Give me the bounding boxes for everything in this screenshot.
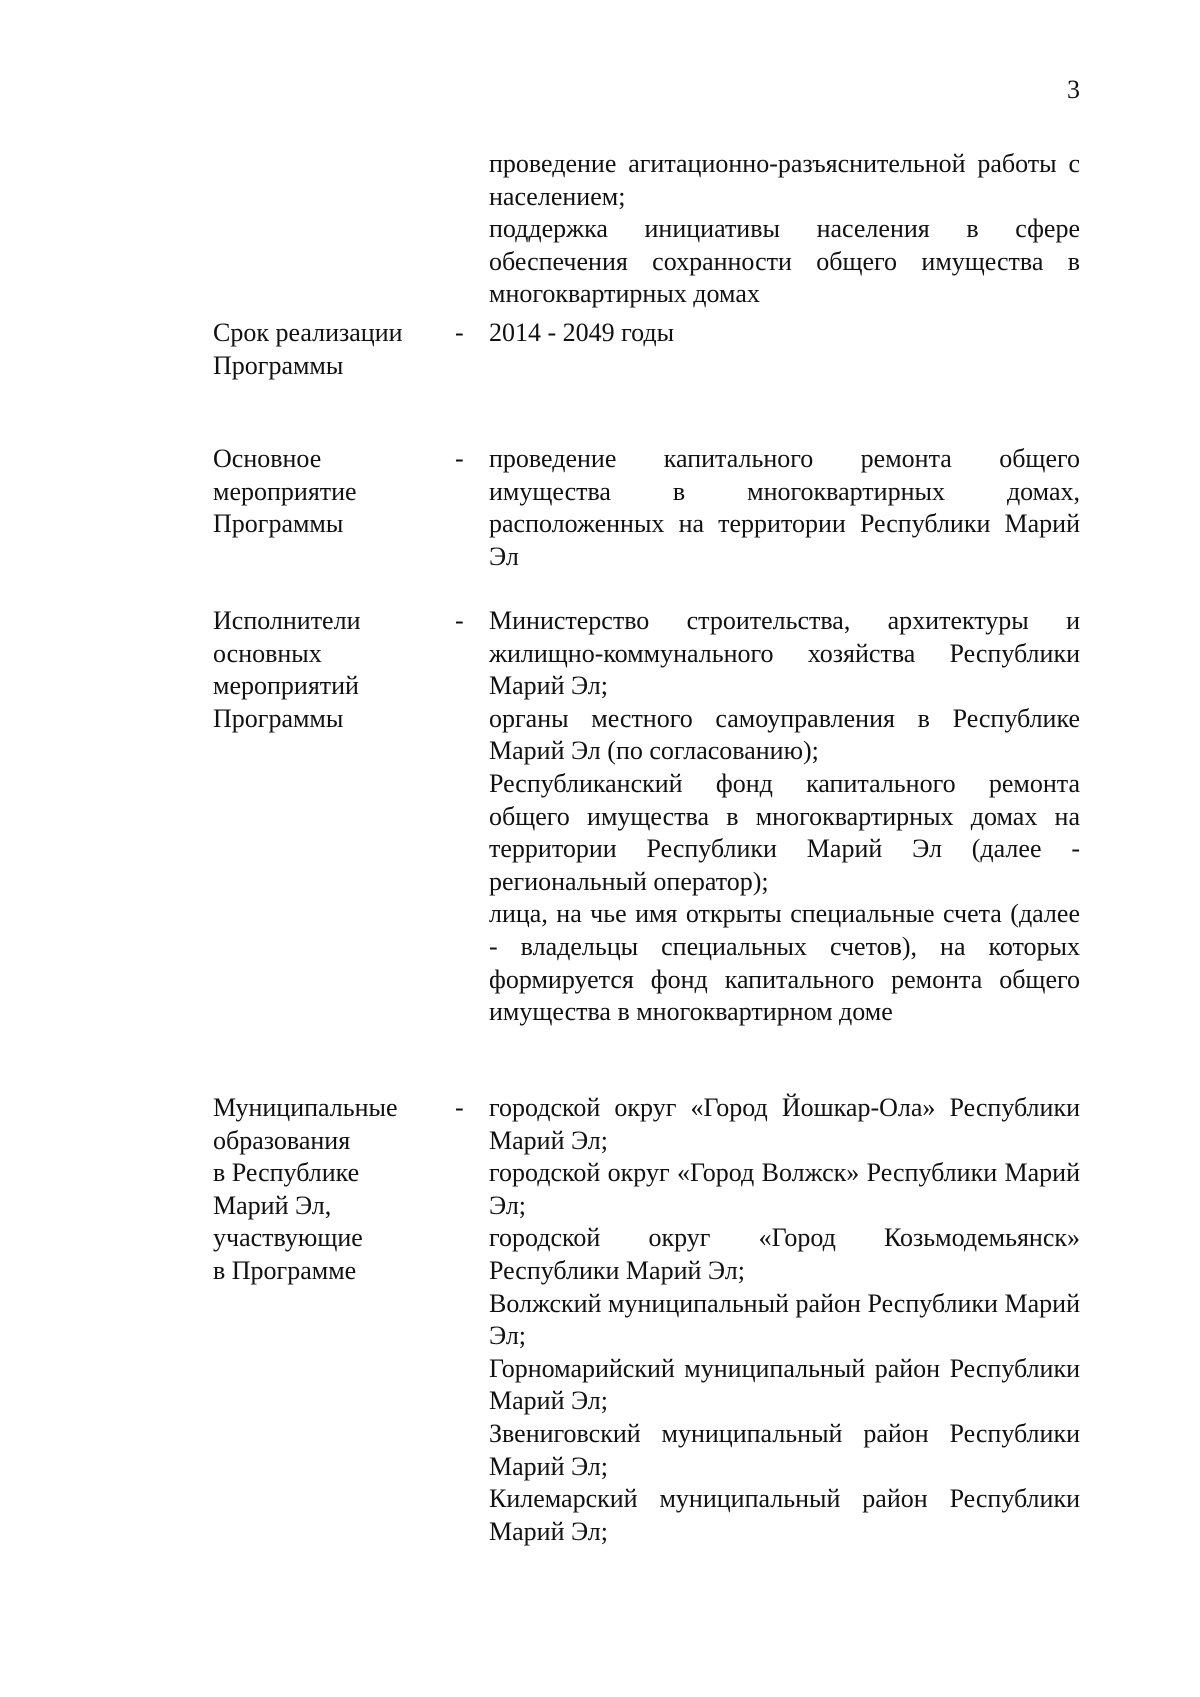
intro-block [489, 148, 1080, 311]
content-paragraph: органы местного самоуправления в Республике Марий Эл (по согласованию); [489, 703, 1080, 766]
label-line: в Республике [213, 1158, 360, 1188]
row-label [213, 317, 453, 382]
intro-paragraph: поддержка инициативы населения в сфере обеспечения сохранности общего имущества в многоквартирных домах [489, 214, 1080, 309]
label-line: основных [213, 638, 322, 668]
row-dash: - [455, 318, 464, 347]
row-content [489, 317, 1080, 350]
row-dash: - [455, 444, 464, 473]
content-paragraph: городской округ «Город Козьмодемьянск» Республики Марий Эл; [489, 1223, 1080, 1285]
page-number: 3 [1067, 75, 1080, 104]
row-dash: - [455, 1093, 464, 1122]
row-content [489, 605, 1080, 1029]
label-line: Срок реализации [213, 318, 403, 347]
label-line: Программы [213, 509, 344, 539]
row-label [213, 605, 453, 735]
label-line: Муниципальные [213, 1093, 398, 1122]
label-line: Исполнители [213, 606, 361, 635]
label-line: Основное [213, 444, 322, 473]
row-label [213, 1092, 453, 1288]
content-paragraph: Министерство строительства, архитектуры и жилищно-коммунального хозяйства Республики Марий Эл; [489, 606, 1080, 701]
label-line: мероприятий [213, 671, 359, 701]
content-paragraph: Республиканский фонд капитального ремонта общего имущества в многоквартирных домах на территории Республики Марий Эл (далее - региональный оператор); [489, 768, 1080, 896]
row-dash: - [455, 606, 464, 635]
label-line: участвующие [213, 1223, 363, 1253]
content-paragraph: Килемарский муниципальный район Республики Марий Эл; [489, 1484, 1080, 1546]
label-line: Программы [213, 350, 344, 380]
content-paragraph: проведение капитального ремонта общего имущества в многоквартирных домах, расположенных на территории Республики Марий Эл [489, 444, 1080, 571]
label-line: в Программе [213, 1255, 357, 1285]
label-line: Марий Эл, [213, 1190, 332, 1220]
content-paragraph: Волжский муниципальный район Республики Марий Эл; [489, 1288, 1080, 1351]
content-paragraph: Звениговский муниципальный район Республики Марий Эл; [489, 1418, 1080, 1481]
row-content [489, 443, 1080, 573]
label-line: образования [213, 1125, 351, 1155]
content-paragraph: городской округ «Город Волжск» Республики Марий Эл; [489, 1158, 1080, 1220]
content-paragraph: Горномарийский муниципальный район Республики Марий Эл; [489, 1353, 1080, 1416]
row-content [489, 1092, 1080, 1548]
row-label [213, 443, 453, 541]
content-paragraph: городской округ «Город Йошкар-Ола» Республики Марий Эл; [489, 1093, 1080, 1155]
intro-paragraph: проведение агитационно-разъяснительной работы с населением; [489, 149, 1080, 211]
content-paragraph: 2014 - 2049 годы [489, 318, 675, 347]
label-line: Программы [213, 703, 344, 733]
label-line: мероприятие [213, 476, 357, 506]
content-paragraph: лица, на чье имя открыты специальные счета (далее - владельцы специальных счетов), на которых формируется фонд капитального ремонта общего имущества в многоквартирном доме [489, 899, 1080, 1027]
